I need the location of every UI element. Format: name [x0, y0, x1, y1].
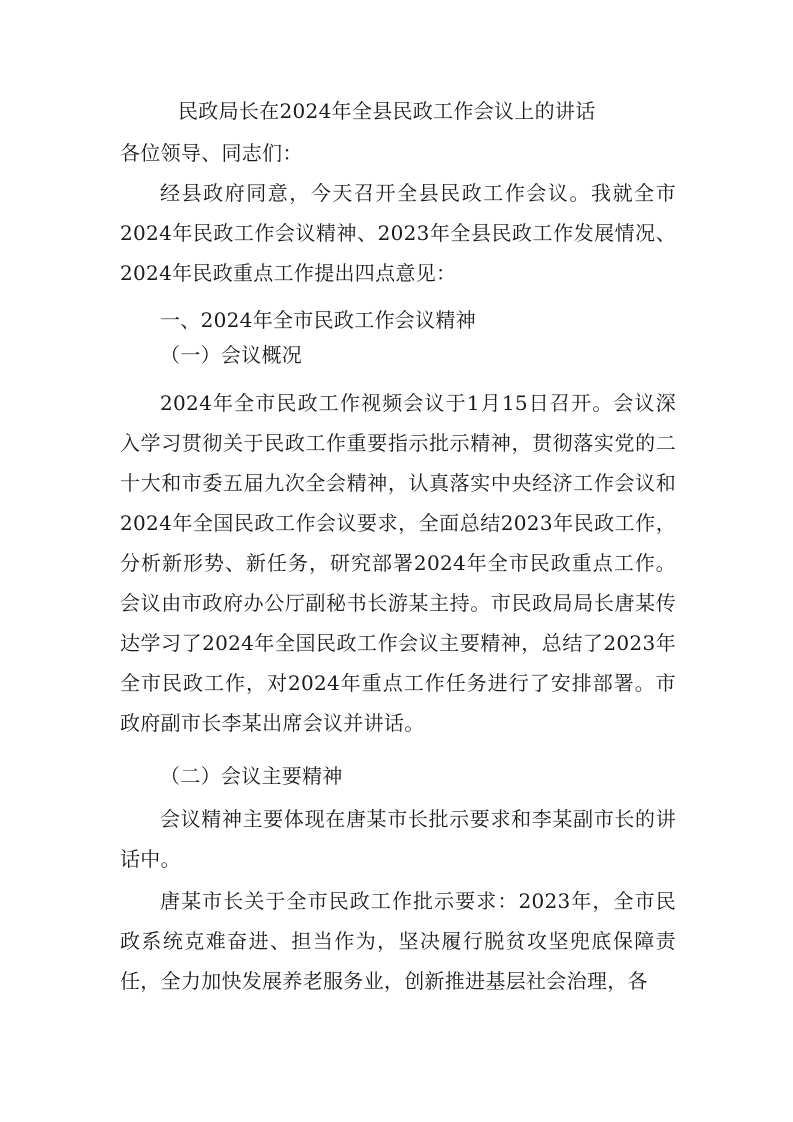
main-spirit-paragraph: 会议精神主要体现在唐某市长批示要求和李某副市长的讲话中。	[120, 807, 676, 871]
overview-paragraph: 2024年全市民政工作视频会议于1月15日召开。会议深入学习贯彻关于民政工作重要指示批示精神，贯彻落实党的二十大和市委五届九次全会精神，认真落实中央经济工作会议和2024年全国民政工作会议要求，全面总结2023年民政工作，分析新形势、新任务，研究部署2024年全市民政重点工作。会议由市政府办公厅副秘书长游某主持。市民政局局长唐某传达学习了2024年全国民政工作会议主要精神，总结了2023年全市民政工作，对2024年重点工作任务进行了安排部署。市政府副市长李某出席会议并讲话。	[120, 391, 676, 735]
document-title: 民政局长在2024年全县民政工作会议上的讲话	[178, 99, 596, 123]
subsection-heading-overview: （一）会议概况	[160, 343, 303, 367]
subsection-heading-main-spirit: （二）会议主要精神	[160, 764, 343, 788]
salutation: 各位领导、同志们：	[120, 141, 303, 165]
mayor-instruction-paragraph: 唐某市长关于全市民政工作批示要求：2023年，全市民政系统克难奋进、担当作为，坚决履行脱贫攻坚兜底保障责任，全力加快发展养老服务业，创新推进基层社会治理，各	[120, 889, 676, 993]
section-heading-1: 一、2024年全市民政工作会议精神	[160, 308, 476, 332]
intro-paragraph: 经县政府同意，今天召开全县民政工作会议。我就全市2024年民政工作会议精神、2023年全县民政工作发展情况、2024年民政重点工作提出四点意见：	[120, 181, 676, 285]
